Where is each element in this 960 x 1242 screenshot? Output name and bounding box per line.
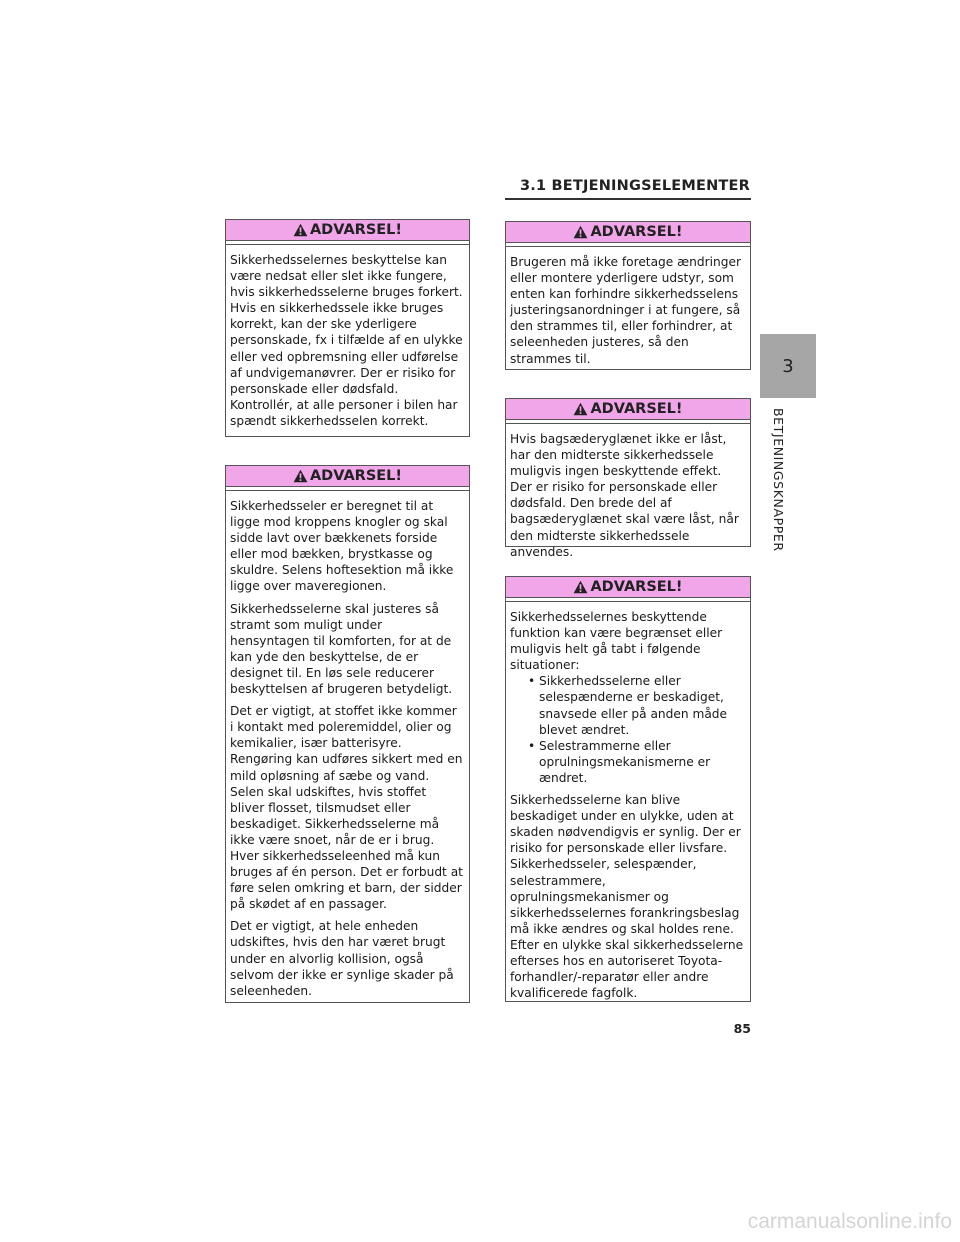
warning-body [226,490,469,1005]
warning-box-2 [225,465,470,1003]
chapter-label: BETJENINGSKNAPPER [771,408,786,552]
warning-header [506,222,750,243]
warning-title: ADVARSEL! [590,579,683,595]
warning-body [506,246,750,373]
warning-body [506,423,750,566]
warning-paragraph: Sikkerhedsseler er beregnet til at ligge mod kroppens knogler og skal sidde lavt over bækkenets forside eller mod bækken, brystkasse og skuldre. Selens hoftesektion må ikke ligge over maveregionen. [230,499,454,594]
warning-box-4 [505,398,751,559]
warning-paragraph: Det er vigtigt, at stoffet ikke kommer i kontakt med poleremiddel, olier og kemikalier, især batterisyre. Rengøring kan udføres sikkert med en mild opløsning af sæbe og vand. Selen skal udskiftes, hvis stoffet bliver flosset, tilsmudset eller beskadiget. Sikkerhedsselerne må ikke være snoet, når de er i brug. Hver sikkerhedsseleenhed må kun bruges af én person. Det er forbudt at føre selen omkring et barn, der sidder på skødet af en passager. [230,704,463,912]
warning-header [506,577,750,598]
warning-triangle-icon [293,223,308,237]
warning-triangle-icon [573,402,588,416]
warning-paragraph: Sikkerhedsselerne kan blive beskadiget under en ulykke, uden at skaden nødvendigvis er synlig. Der er risiko for personskade eller livsfare. Sikkerhedsseler, selespænder, selestrammere, oprulningsmekanismer og sikkerhedsselernes forankringsbeslag må ikke ændres og skal holdes rene. Efter en ulykke skal sikkerhedsselerne efterses hos en autoriseret Toyota-forhandler/-reparatør eller andre kvalificerede fagfolk. [510,793,744,1001]
chapter-number: 3 [782,355,794,377]
warning-triangle-icon [573,580,588,594]
chapter-tab [760,334,816,398]
page-number: 85 [733,1021,751,1036]
warning-bullet-list [510,673,744,786]
warning-header [226,466,469,487]
warning-body [226,244,469,435]
warning-intro: Sikkerhedsselernes beskyttende funktion kan være begrænset eller muligvis helt gå tabt i følgende situationer: [510,610,723,673]
warning-paragraph: Hvis bagsæderyglænet ikke er låst, har den midterste sikkerhedssele muligvis ingen beskyttende effekt. Der er risiko for personskade eller dødsfald. Den brede del af bagsæderyglænet skal være låst, når den midterste sikkerhedssele anvendes. [510,432,739,559]
list-item: • Sikkerhedsselerne eller selespænderne er beskadiget, snavsede eller på anden måde blevet ændret. [528,673,744,737]
warning-title: ADVARSEL! [590,401,683,417]
list-item: • Selestrammerne eller oprulningsmekanismerne er ændret. [528,738,744,786]
section-title: 3.1 BETJENINGSELEMENTER [520,178,750,194]
warning-body [506,601,750,1007]
warning-title: ADVARSEL! [309,222,403,238]
warning-box-5 [505,576,751,1002]
warning-paragraph: Det er vigtigt, at hele enheden udskiftes, hvis den har været brugt under en alvorlig kollision, også selvom der ikke er synlige skader på seleenheden. [230,919,454,998]
warning-box-1 [225,219,470,437]
warning-paragraph: Brugeren må ikke foretage ændringer eller montere yderligere udstyr, som enten kan forhindre sikkerhedsselens justeringsanordninger i at fungere, så den strammes til, eller forhindrer, at seleenheden justeres, så den strammes til. [510,255,741,366]
watermark: carmanualsonline.info [747,1210,952,1233]
warning-title: ADVARSEL! [309,468,403,484]
warning-triangle-icon [293,469,308,483]
warning-title: ADVARSEL! [590,224,683,240]
warning-paragraph: Sikkerhedsselernes beskyttelse kan være nedsat eller slet ikke fungere, hvis sikkerhedsselerne bruges forkert. Hvis en sikkerhedssele ikke bruges korrekt, kan der ske yderligere personskade, fx i tilfælde af en ulykke eller ved opbremsning eller udførelse af undvigemanøvrer. Der er risiko for personskade eller dødsfald. Kontrollér, at alle personer i bilen har spændt sikkerhedsselen korrekt. [230,253,463,428]
warning-header [506,399,750,420]
warning-paragraph: Sikkerhedsselerne skal justeres så stramt som muligt under hensyntagen til komforten, for at de kan yde den beskyttelse, de er designet til. En løs sele reducerer beskyttelsen af brugeren betydeligt. [230,601,453,697]
warning-triangle-icon [573,225,588,239]
header-divider [505,198,751,200]
warning-header [226,220,469,241]
warning-box-3 [505,221,751,370]
